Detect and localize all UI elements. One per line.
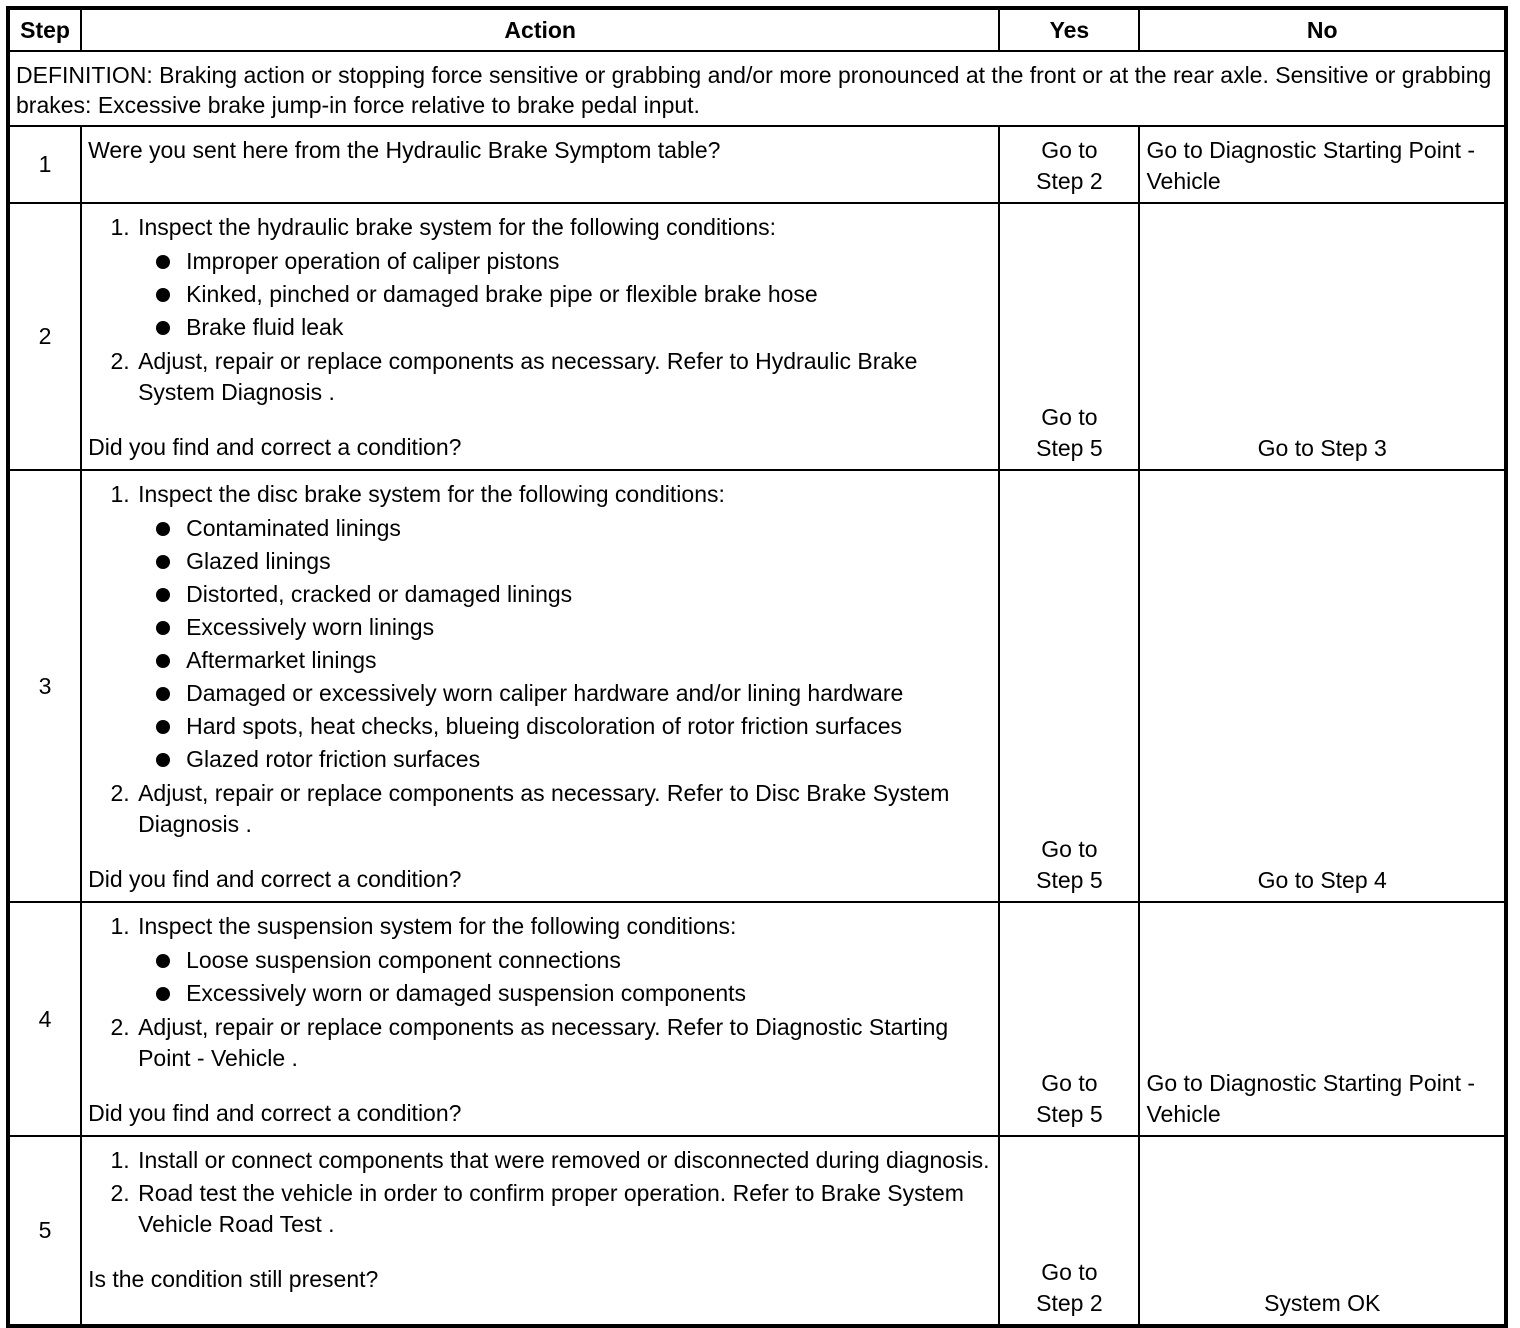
list-item: Brake fluid leak [186,311,992,344]
question-text: Is the condition still present? [88,1266,379,1292]
action-cell [81,126,999,203]
header-yes: Yes [999,8,1139,51]
action-steps [88,911,992,1074]
question-text: Did you find and correct a condition? [88,434,462,460]
condition-list [138,512,992,776]
action-steps [88,479,992,840]
action-step-item [136,1178,992,1240]
action-step-item [136,1145,992,1176]
action-step-text: Inspect the disc brake system for the following conditions: [138,481,725,507]
action-step-text: Adjust, repair or replace components as necessary. Refer to Hydraulic Brake System Diagnosis . [138,348,918,405]
list-item: Improper operation of caliper pistons [186,245,992,278]
yes-cell: Go to Step 5 [999,203,1139,470]
yes-cell: Go to Step 2 [999,126,1139,203]
step-number: 4 [8,902,81,1136]
action-step-item [136,346,992,408]
action-cell [81,470,999,902]
no-cell: Go to Step 4 [1139,470,1506,902]
table-row [8,1136,1506,1326]
action-steps [88,1145,992,1240]
step-number: 3 [8,470,81,902]
action-step-item [136,1012,992,1074]
table-row [8,203,1506,470]
list-item: Damaged or excessively worn caliper hardware and/or lining hardware [186,677,992,710]
step-number: 1 [8,126,81,203]
table-row [8,470,1506,902]
list-item: Contaminated linings [186,512,992,545]
list-item: Hard spots, heat checks, blueing discoloration of rotor friction surfaces [186,710,992,743]
list-item: Aftermarket linings [186,644,992,677]
no-cell: Go to Diagnostic Starting Point - Vehicle [1139,126,1506,203]
list-item: Distorted, cracked or damaged linings [186,578,992,611]
table-row [8,902,1506,1136]
action-step-text: Inspect the hydraulic brake system for the following conditions: [138,214,777,240]
step-number: 2 [8,203,81,470]
list-item: Excessively worn linings [186,611,992,644]
action-step-item [136,911,992,1010]
condition-list [138,944,992,1010]
header-action: Action [81,8,999,51]
action-cell [81,1136,999,1326]
action-step-item [136,479,992,776]
no-cell: Go to Diagnostic Starting Point - Vehicle [1139,902,1506,1136]
yes-cell: Go to Step 5 [999,902,1139,1136]
yes-cell: Go to Step 5 [999,470,1139,902]
action-steps [88,212,992,408]
list-item: Excessively worn or damaged suspension components [186,977,992,1010]
diagnostic-table [6,6,1508,1328]
action-step-text: Install or connect components that were removed or disconnected during diagnosis. [138,1147,990,1173]
header-no: No [1139,8,1506,51]
condition-list [138,245,992,344]
question-text: Were you sent here from the Hydraulic Brake Symptom table? [88,137,721,163]
no-cell: Go to Step 3 [1139,203,1506,470]
list-item: Glazed rotor friction surfaces [186,743,992,776]
question-text: Did you find and correct a condition? [88,866,462,892]
header-row [8,8,1506,51]
question-text: Did you find and correct a condition? [88,1100,462,1126]
step-number: 5 [8,1136,81,1326]
no-cell: System OK [1139,1136,1506,1326]
action-cell [81,203,999,470]
list-item: Loose suspension component connections [186,944,992,977]
table-row [8,126,1506,203]
action-step-text: Inspect the suspension system for the following conditions: [138,913,737,939]
action-step-text: Adjust, repair or replace components as necessary. Refer to Disc Brake System Diagnosis . [138,780,950,837]
header-step: Step [8,8,81,51]
yes-cell: Go to Step 2 [999,1136,1139,1326]
action-step-text: Road test the vehicle in order to confirm proper operation. Refer to Brake System Vehicle Road Test . [138,1180,964,1237]
list-item: Kinked, pinched or damaged brake pipe or flexible brake hose [186,278,992,311]
action-step-text: Adjust, repair or replace components as necessary. Refer to Diagnostic Starting Point - Vehicle . [138,1014,949,1071]
definition-text: DEFINITION: Braking action or stopping force sensitive or grabbing and/or more pronounced at the front or at the rear axle. Sensitive or grabbing brakes: Excessive brake jump-in force relative to brake pedal input. [8,51,1506,126]
action-step-item [136,212,992,344]
definition-row [8,51,1506,126]
action-cell [81,902,999,1136]
action-step-item [136,778,992,840]
list-item: Glazed linings [186,545,992,578]
